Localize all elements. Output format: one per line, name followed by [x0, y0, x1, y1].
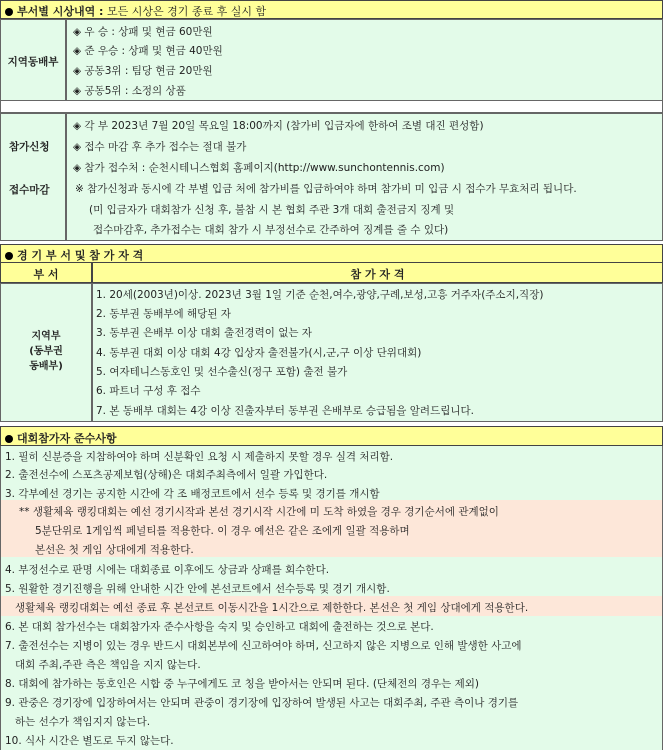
qualification-item: 2. 동부권 동배부에 해당된 자 [96, 308, 231, 320]
rule-line: ** 생활체육 랭킹대회는 예선 경기시작과 본선 경기시작 시간에 미 도착 하였을 경우 경기순서에 관계없이 [19, 506, 499, 518]
qualification-list [92, 283, 663, 422]
qualification-item: 4. 동부권 대회 이상 대회 4강 입상자 출전불가(시,군,구 이상 단위대회) [96, 347, 422, 359]
awards-header-text: 모든 시상은 경기 종료 후 실시 함 [103, 5, 267, 18]
eligibility-header: 경 기 부 서 및 참 가 자 격 [0, 244, 663, 263]
rule-line: 8. 대회에 참가하는 동호인은 시합 중 누구에게도 코 칭을 받아서는 안되며 된다. (단체전의 경우는 제외) [5, 678, 479, 690]
registration-notice: (미 입금자가 대회참가 신청 후, 불참 시 본 협회 주관 3개 대회 출전금지 징계 및 [89, 204, 455, 216]
awards-item: ◈ 공동5위 : 소정의 상품 [73, 85, 186, 97]
registration-label: 참가신청 접수마감 [0, 113, 66, 241]
rule-line: 본선은 첫 게임 상대에게 적용한다. [35, 544, 194, 556]
rule-line: 1. 필히 신분증을 지참하여야 하며 신분확인 요청 시 제출하지 못할 경우 실격 처리함. [5, 451, 394, 463]
rules-body [0, 446, 663, 750]
qualification-item: 7. 본 동배부 대회는 4강 이상 진출자부터 동부권 은배부로 승급됨을 알려드립니다. [96, 405, 474, 417]
rule-line: 생활체육 랭킹대회는 예선 종료 후 본선코트 이동시간을 1시간으로 제한한다. 본선은 첫 게임 상대에게 적용한다. [15, 602, 529, 614]
qualification-item: 6. 파트너 구성 후 접수 [96, 385, 201, 397]
registration-notice: 접수마감후, 추가접수는 대회 참가 시 부정선수로 간주하여 징계를 줄 수 있다) [93, 224, 449, 236]
bullet-icon [5, 252, 13, 260]
awards-list [66, 19, 663, 101]
qualification-item: 1. 20세(2003년)이상. 2023년 3월 1일 기준 순천,여수,광양,구례,보성,고흥 거주자(주소지,직장) [96, 289, 544, 301]
division-label: 지역부 (동부권 동배부) [0, 283, 92, 422]
registration-details [66, 113, 663, 241]
awards-header [0, 0, 663, 19]
rule-line: 7. 출전선수는 지병이 있는 경우 반드시 대회본부에 신고하여야 하며, 신고하지 않은 지병으로 인해 발생한 사고에 [5, 640, 522, 652]
registration-line: ◈ 각 부 2023년 7월 20일 목요일 18:00까지 (참가비 입금자에 한하여 조별 대진 편성함) [73, 120, 484, 132]
qualification-item: 5. 여자테니스동호인 및 선수출신(정구 포함) 출전 불가 [96, 366, 348, 378]
rule-line: 2. 출전선수에 스포츠공제보험(상해)은 대회주최측에서 일괄 가입한다. [5, 469, 328, 481]
division-column-header: 부 서 [0, 263, 92, 283]
bullet-icon [5, 8, 13, 16]
awards-header-prefix: 부서별 시상내역 : [17, 5, 104, 18]
rules-header: 대회참가자 준수사항 [0, 426, 663, 446]
registration-notice: ※ 참가신청과 동시에 각 부별 입금 처에 참가비를 입금하여야 하며 참가비 미 입금 시 접수가 무효처리 됩니다. [75, 183, 577, 195]
rule-line: 3. 각부예선 경기는 공지한 시간에 각 조 배정코트에서 선수 등록 및 경기를 개시함 [5, 488, 380, 500]
rule-line: 대회 주최,주관 측은 책임을 지지 않는다. [15, 659, 201, 671]
registration-line: ◈ 접수 마감 후 추가 접수는 절대 불가 [73, 141, 247, 153]
awards-label: 지역동배부 [0, 19, 66, 101]
qualification-column-header: 참 가 자 격 [92, 263, 663, 283]
bullet-icon [5, 435, 13, 443]
rule-line: 10. 식사 시간은 별도로 두지 않는다. [5, 735, 174, 747]
spacer [0, 101, 663, 113]
awards-item: ◈ 준 우승 : 상패 및 현금 40만원 [73, 45, 223, 57]
rule-line: 6. 본 대회 참가선수는 대회참가자 준수사항을 숙지 및 승인하고 대회에 출전하는 것으로 본다. [5, 621, 434, 633]
qualification-item: 3. 동부권 은배부 이상 대회 출전경력이 없는 자 [96, 327, 312, 339]
rule-line: 하는 선수가 책임지지 않는다. [15, 716, 151, 728]
rule-line: 9. 관중은 경기장에 입장하여서는 안되며 관중이 경기장에 입장하여 발생된 사고는 대회주최, 주관 측이나 경기를 [5, 697, 519, 709]
awards-item: ◈ 우 승 : 상패 및 현금 60만원 [73, 26, 213, 38]
registration-line: ◈ 참가 접수처 : 순천시테니스협회 홈페이지(http://www.sunchontennis.com) [73, 162, 445, 174]
rule-line: 5분단위로 1게임씩 페널티를 적용한다. 이 경우 예선은 같은 조에게 일괄 적용하며 [35, 525, 410, 537]
rule-line: 4. 부정선수로 판명 시에는 대회종료 이후에도 상금과 상패를 회수한다. [5, 564, 330, 576]
rule-line: 5. 원활한 경기진행을 위해 안내한 시간 안에 본선코트에서 선수등록 및 경기 개시함. [5, 583, 390, 595]
awards-item: ◈ 공동3위 : 팀당 현금 20만원 [73, 65, 213, 77]
